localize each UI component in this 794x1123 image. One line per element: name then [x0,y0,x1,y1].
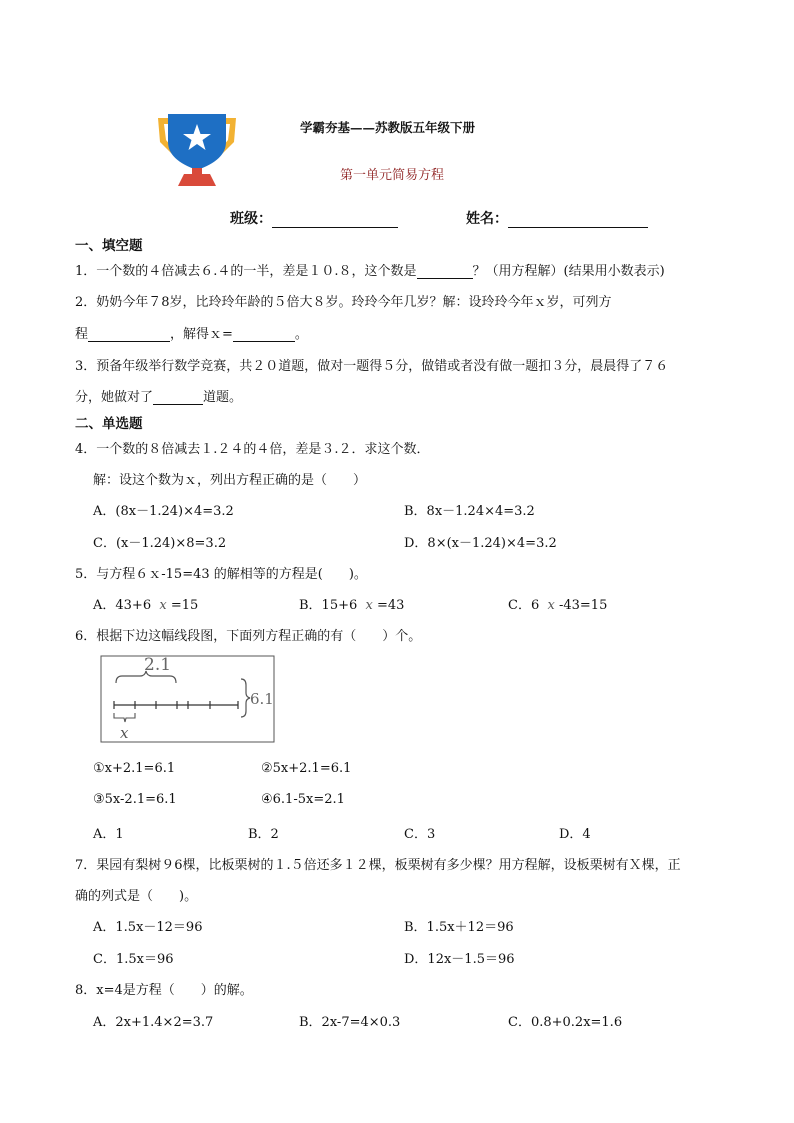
q6-statement-2: ②5x+2.1=6.1 [261,761,352,776]
q5-b-variable: x [365,598,373,613]
document-title: 学霸夯基——苏教版五年级下册 [300,120,476,135]
q6-statement-4: ④6.1-5x=2.1 [261,792,345,807]
q4-option-d[interactable]: D．8×(x－1.24)×4=3.2 [404,536,557,551]
q5-c-text-tail: -43=15 [558,598,608,613]
q2-text-b: ，解得ｘ= [170,327,233,342]
q7-option-c[interactable]: C．1.5x＝96 [93,952,174,967]
q6-statement-3: ③5x-2.1=6.1 [93,792,177,807]
question-1 [75,260,665,279]
q2-equation-blank[interactable] [88,327,170,342]
diagram-x-label: x [120,724,129,742]
q2-solution-blank[interactable] [233,327,295,342]
line-segment-diagram [100,655,276,745]
document-subtitle: 第一单元简易方程 [340,168,445,183]
q5-c-text: C．6 [508,598,540,613]
q8-option-b[interactable]: B．2x-7=4×0.3 [299,1015,401,1030]
q5-a-variable: x [159,598,167,613]
q5-b-text: B．15+6 [299,598,358,613]
q2-text-a: 程 [75,327,89,342]
q6-option-d[interactable]: D．4 [559,827,591,842]
q3-text-b: 道题。 [203,390,243,405]
q6-option-a[interactable]: A．1 [93,827,124,842]
q4-option-b[interactable]: B．8x－1.24×4=3.2 [404,504,535,519]
name-blank[interactable] [508,213,648,228]
class-field [230,208,398,228]
question-2-line2 [75,323,308,342]
trophy-logo [152,110,242,188]
q5-b-text-tail: =43 [377,598,405,613]
question-3-line1: 3．预备年级举行数学竞赛，共２０道题，做对一题得５分，做错或者没有做一题扣３分，晨晨得了７６ [75,359,669,374]
q5-option-b[interactable] [299,594,404,613]
question-7-line2: 确的列式是（ )。 [75,889,198,904]
diagram-right-label: 6.1 [250,690,274,708]
q6-option-b[interactable]: B．2 [248,827,279,842]
class-label: 班级： [230,211,272,227]
question-6-stem: 6．根据下边这幅线段图，下面列方程正确的有（ ）个。 [75,629,422,644]
question-8-stem: 8．x=4是方程（ ）的解。 [75,983,253,998]
question-4-stem: 4．一个数的８倍减去１.２４的４倍，差是３.２．求这个数． [75,442,430,457]
q3-text-a: 分，她做对了 [75,390,154,405]
q7-option-b[interactable]: B．1.5x＋12＝96 [404,920,514,935]
q4-option-c[interactable]: C．(x－1.24)×8=3.2 [93,536,227,551]
q8-option-a[interactable]: A．2x+1.4×2=3.7 [93,1015,214,1030]
section-fill-heading: 一、填空题 [75,238,143,254]
q7-option-a[interactable]: A．1.5x－12＝96 [93,920,203,935]
question-2-line1: 2．奶奶今年７8岁，比玲玲年龄的５倍大８岁。玲玲今年几岁？解：设玲玲今年ｘ岁，可列方 [75,295,612,310]
name-label: 姓名： [466,211,508,227]
q3-answer-blank[interactable] [153,390,203,405]
class-blank[interactable] [272,213,398,228]
question-4-sub: 解：设这个数为ｘ，列出方程正确的是（ ） [93,473,367,488]
section-single-heading: 二、单选题 [75,416,143,432]
q5-c-variable: x [547,598,555,613]
question-3-line2 [75,386,242,405]
question-5-stem: 5．与方程６ｘ-15=43 的解相等的方程是( )。 [75,567,367,582]
q2-text-c: 。 [294,327,308,342]
q5-a-text-tail: =15 [170,598,199,613]
q7-option-d[interactable]: D．12x－1.5＝96 [404,952,515,967]
diagram-top-label: 2.1 [144,655,172,675]
q5-a-text: A．43+6 [93,598,152,613]
q5-option-c[interactable] [508,594,607,613]
q4-option-a[interactable]: A．(8x－1.24)×4=3.2 [93,504,234,519]
question-7-line1: 7．果园有梨树９6棵，比板栗树的１.５倍还多１２棵，板栗树有多少棵？用方程解，设板栗树有Ｘ棵，正 [75,858,681,873]
q1-text: 1．一个数的４倍减去６.４的一半，差是１０.８，这个数是 [75,264,417,279]
q8-option-c[interactable]: C．0.8+0.2x=1.6 [508,1015,623,1030]
name-field [466,208,648,228]
q6-statement-1: ①x+2.1=6.1 [93,761,176,776]
q1-text-tail: ？（用方程解）(结果用小数表示) [472,264,665,279]
q5-option-a[interactable] [93,594,198,613]
q1-answer-blank[interactable] [417,264,473,279]
q6-option-c[interactable]: C．3 [404,827,436,842]
